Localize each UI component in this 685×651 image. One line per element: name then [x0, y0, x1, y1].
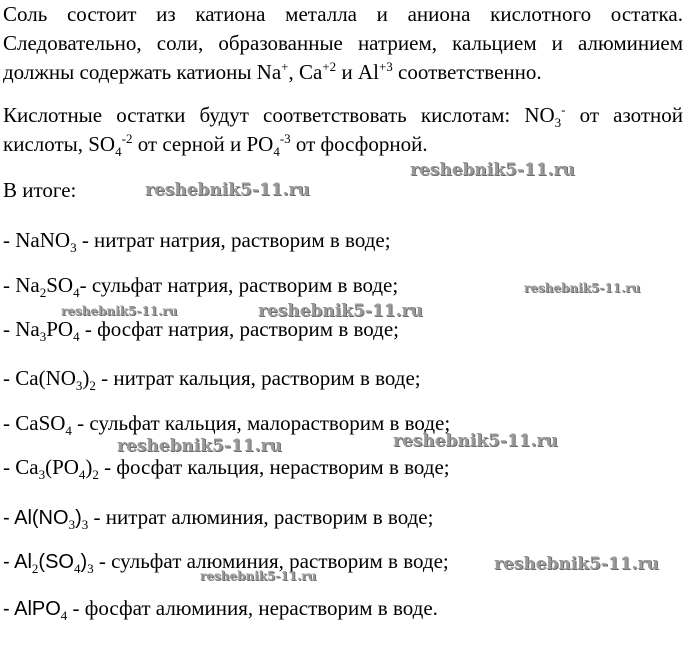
watermark: reshebnik5-11.ru — [410, 160, 575, 180]
watermark: reshebnik5-11.ru — [524, 281, 641, 295]
watermark: reshebnik5-11.ru — [258, 301, 423, 321]
watermark: reshebnik5-11.ru — [494, 554, 659, 574]
salt-line-aluminium-phosphate: - AlPO$_4$ - фосфат алюминия, нерастворим в воде. — [3, 596, 438, 623]
acids-line-1: Кислотные остатки будут соответствовать кислотам: $NO_3^-$ от азотной — [3, 102, 683, 130]
intro-line-2: Следовательно, соли, образованные натрием, кальцием и алюминием — [3, 31, 683, 55]
watermark: reshebnik5-11.ru — [61, 304, 178, 318]
salt-line-sodium-sulfate: - $Na_2SO_4-$ сульфат натрия, растворим в воде; — [3, 273, 399, 300]
intro-line-3: должны содержать катионы Na+, $Ca^{+2}$ и $Al^{+3}$ соответственно. — [3, 59, 542, 84]
intro-paragraph — [3, 0, 683, 87]
salt-line-sodium-nitrate: - NaNO$_3$ - нитрат натрия, растворим в воде; — [3, 228, 391, 255]
salt-line-calcium-phosphate: - $Ca_3(PO_4)_2$ - фосфат кальция, нерастворим в воде; — [3, 455, 450, 482]
salt-line-aluminium-sulfate: - $Al_2(SO_4)_3$ - сульфат алюминия, растворим в воде; — [3, 549, 449, 576]
watermark: reshebnik5-11.ru — [117, 436, 282, 456]
watermark: reshebnik5-11.ru — [145, 180, 310, 200]
salt-line-aluminium-nitrate: - $Al(NO_3)_3$ - нитрат алюминия, растворим в воде; — [3, 505, 434, 532]
acids-line-2: кислоты, $SO_4^{-2}$ от серной и $PO_4^{-3}$ от фосфорной. — [3, 131, 428, 159]
result-heading: В итоге: — [3, 178, 77, 202]
acids-paragraph — [3, 101, 683, 159]
watermark: reshebnik5-11.ru — [200, 569, 317, 583]
salt-line-calcium-nitrate: - $Ca(NO_3)_2$ - нитрат кальция, растворим в воде; — [3, 366, 421, 393]
salt-line-sodium-phosphate: - $Na_3PO_4$ - фосфат натрия, растворим в воде; — [3, 317, 399, 344]
watermark: reshebnik5-11.ru — [393, 431, 558, 451]
intro-line-1: Соль состоит из катиона металла и аниона кислотного остатка. — [3, 2, 683, 26]
salt-line-calcium-sulfate: - CaSO$_4$ - сульфат кальция, малорастворим в воде; — [3, 411, 451, 438]
